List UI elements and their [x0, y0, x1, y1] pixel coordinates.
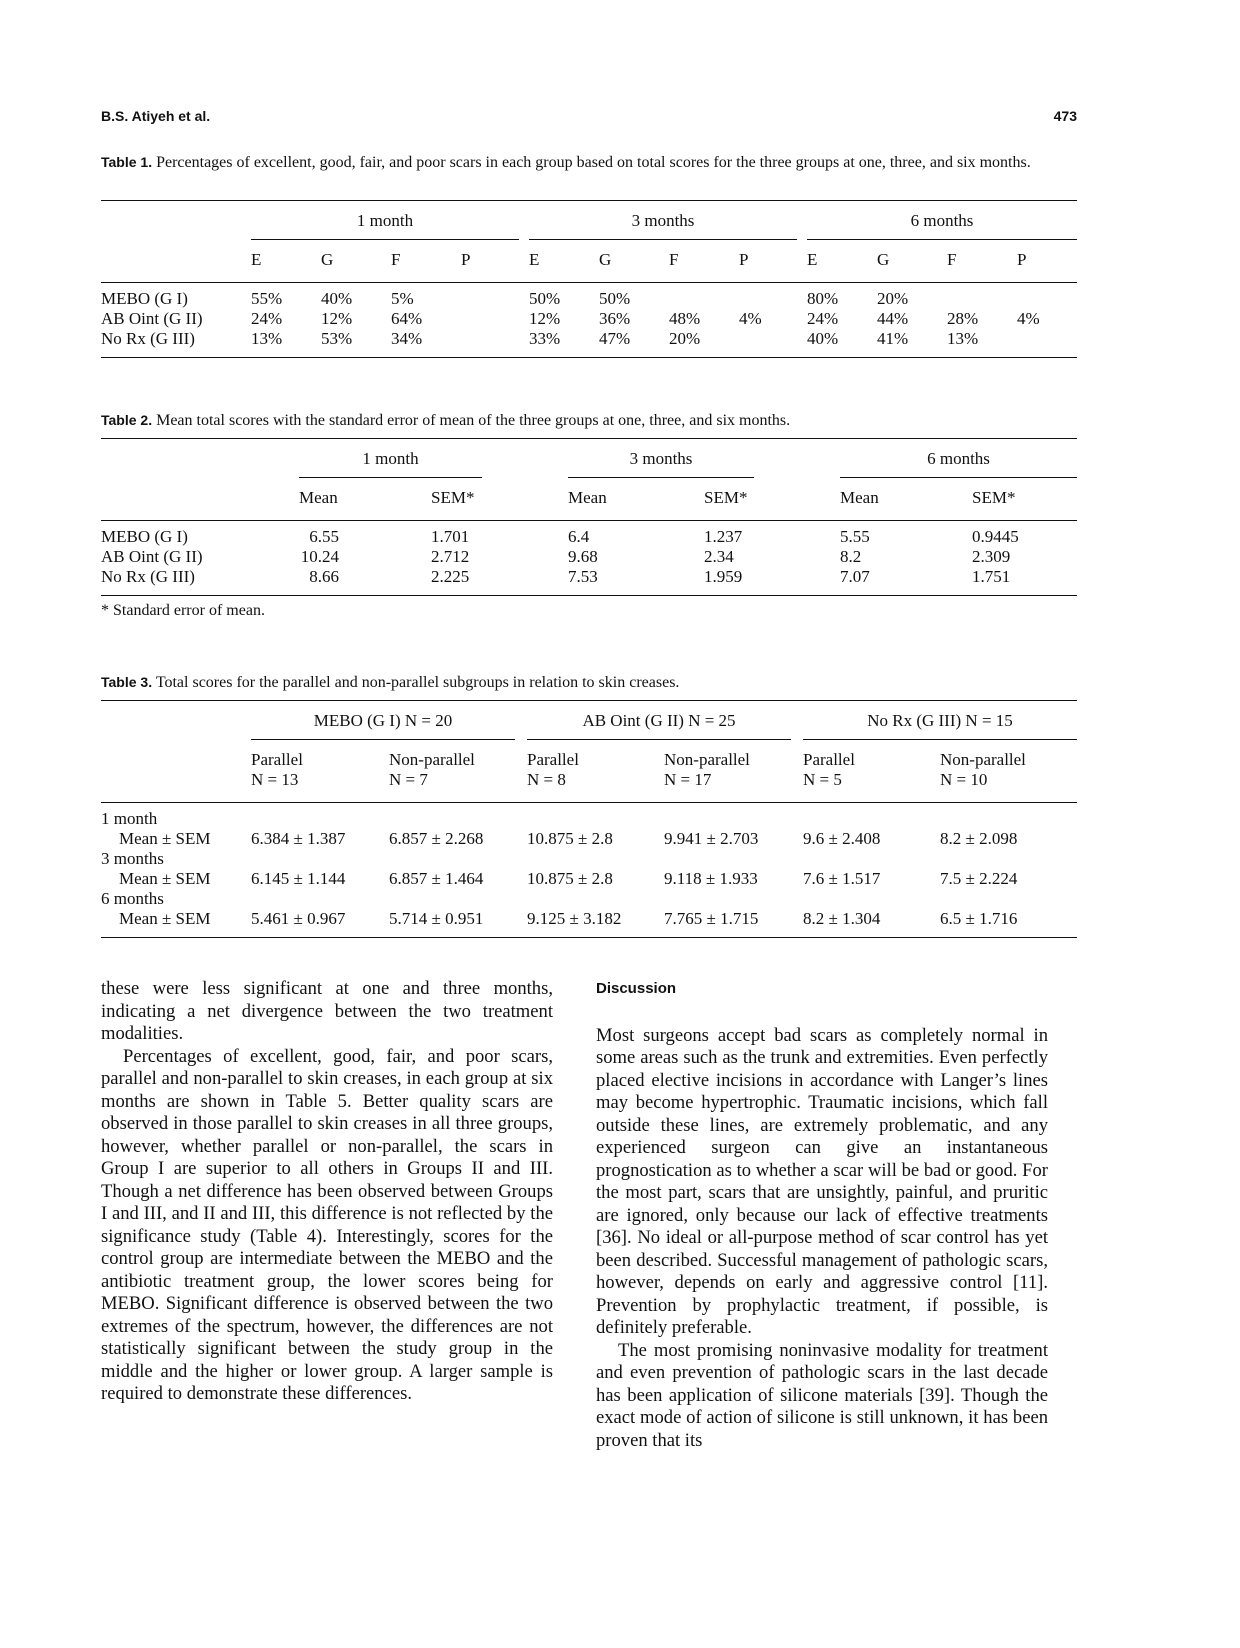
table-cell: 55%	[251, 288, 283, 308]
table-cell: 9.68	[568, 546, 598, 566]
table-cell: 5.714 ± 0.951	[389, 908, 484, 928]
row-group-label: No Rx (G III)	[101, 328, 195, 348]
table2-footnote: * Standard error of mean.	[101, 602, 265, 619]
table2	[101, 438, 1077, 596]
table1	[101, 200, 1077, 358]
table3-subhead	[940, 740, 1077, 802]
table-cell: 7.5 ± 2.224	[940, 868, 1018, 888]
table-period-row	[101, 849, 1077, 869]
table-cell: 36%	[599, 308, 631, 328]
table2-period-1month	[299, 439, 568, 479]
table-cell: 24%	[251, 308, 283, 328]
table-cell: 40%	[321, 288, 353, 308]
table-cell: 40%	[807, 328, 839, 348]
row-group-label: MEBO (G I)	[101, 526, 188, 546]
table-cell	[1017, 329, 1077, 358]
table1-subhead: E	[807, 250, 818, 269]
table-cell: 4%	[1017, 308, 1040, 328]
page-number: 473	[1053, 108, 1077, 124]
table3-group-norx	[803, 701, 1077, 741]
table1-period-1month	[251, 201, 529, 241]
table1-subhead: G	[599, 250, 612, 269]
table-cell	[739, 282, 807, 309]
row-stat-label: Mean ± SEM	[119, 828, 211, 848]
table-cell: 64%	[391, 308, 423, 328]
table-cell: 53%	[321, 328, 353, 348]
table-cell: 13%	[947, 328, 979, 348]
table-cell: 4%	[739, 308, 762, 328]
table-cell: 50%	[529, 288, 561, 308]
table-cell: 5.55	[840, 526, 870, 546]
table-cell: 12%	[529, 308, 561, 328]
table1-subhead: G	[877, 250, 890, 269]
table-cell: 8.2 ± 1.304	[803, 908, 881, 928]
table2-period-6months	[840, 439, 1077, 479]
table3-group-label: MEBO (G I) N = 20	[251, 711, 515, 740]
table-cell: 6.5 ± 1.716	[940, 908, 1018, 928]
table-cell: 8.2 ± 2.098	[940, 828, 1018, 848]
table-cell: 20%	[877, 288, 909, 308]
table1-period-label: 3 months	[529, 211, 797, 240]
table-cell: 6.55	[309, 526, 339, 546]
table2-subhead-mean: Mean	[299, 488, 338, 507]
table-cell: 10.875 ± 2.8	[527, 828, 613, 848]
body-paragraph: The most promising noninvasive modality for treatment and even prevention of pathologic scars in the last decade has been application of silicone materials [39]. Though the exact mode of action of silicone is still unknown, it has been proven that its	[596, 1339, 1048, 1451]
table-cell: 9.125 ± 3.182	[527, 908, 622, 928]
table1-subhead: E	[251, 250, 262, 269]
table1-period-6months	[807, 201, 1077, 241]
table-cell: 10.24	[300, 546, 339, 566]
table-cell: 8.66	[309, 566, 339, 586]
table1-caption-text: Percentages of excellent, good, fair, and poor scars in each group based on total scores for the three groups at one, three, and six months.	[156, 154, 1031, 171]
table3-subhead	[251, 740, 389, 802]
table3-caption	[101, 672, 1077, 693]
table-cell: 1.751	[972, 566, 1011, 586]
table3-group-label: No Rx (G III) N = 15	[803, 711, 1077, 740]
table1-period-label: 1 month	[251, 211, 519, 240]
table1-period-3months	[529, 201, 807, 241]
table-cell: 2.34	[704, 546, 734, 566]
table-row	[101, 869, 1077, 889]
table-cell: 47%	[599, 328, 631, 348]
table1-subhead: G	[321, 250, 334, 269]
body-left-column	[101, 978, 553, 1406]
table-cell: 9.118 ± 1.933	[664, 868, 758, 888]
table-row	[101, 282, 1077, 309]
row-group-label: AB Oint (G II)	[101, 546, 203, 566]
table3-subhead-n: N = 7	[389, 770, 428, 789]
table2-period-3months	[568, 439, 840, 479]
row-group-label: AB Oint (G II)	[101, 308, 203, 328]
table3-group-aboint	[527, 701, 803, 741]
table-cell: 5.461 ± 0.967	[251, 908, 346, 928]
table-cell: 41%	[877, 328, 909, 348]
table-cell: 0.9445	[972, 526, 1019, 546]
table3-subhead	[664, 740, 803, 802]
table1-subhead: P	[461, 250, 471, 269]
table-cell: 2.309	[972, 546, 1011, 566]
table-cell	[739, 329, 807, 358]
table-cell: 6.145 ± 1.144	[251, 868, 346, 888]
table-cell: 1.237	[704, 526, 743, 546]
table-cell: 34%	[391, 328, 423, 348]
table3-subhead-name: Non-parallel	[940, 750, 1026, 769]
table-cell: 28%	[947, 308, 979, 328]
table-cell	[669, 282, 739, 309]
table-cell: 48%	[669, 308, 701, 328]
table1-subhead: P	[1017, 250, 1027, 269]
table-cell: 6.857 ± 1.464	[389, 868, 484, 888]
table3-subhead-n: N = 5	[803, 770, 842, 789]
table-cell: 6.4	[568, 526, 590, 546]
table3-subhead-n: N = 8	[527, 770, 566, 789]
table2-caption	[101, 410, 1077, 431]
table3-subhead	[389, 740, 527, 802]
body-paragraph: Percentages of excellent, good, fair, and poor scars, parallel and non-parallel to skin creases, in each group at six months are shown in Table 5. Better quality scars are observed in those parallel to skin creases in all three groups, however, whether parallel or non-parallel, the scars in Group I are superior to all others in Groups II and III. Though a net difference has been observed between Groups I and III, and II and III, this difference is not reflected by the significance study (Table 4). Interestingly, scores for the control group are intermediate between the MEBO and the antibiotic treatment group, the lower scores being for MEBO. Significant difference is observed between the two extremes of the spectrum, however, the differences are not statistically significant between the study group in the middle and the higher or lower group. A larger sample is required to demonstrate these differences.	[101, 1045, 553, 1404]
table-cell: 2.225	[431, 566, 470, 586]
table3-label: Table 3.	[101, 674, 153, 690]
table1-subhead: F	[947, 250, 957, 269]
table3-group-mebo	[251, 701, 527, 741]
table3-subhead-name: Non-parallel	[389, 750, 475, 769]
table-cell: 1.701	[431, 526, 470, 546]
table1-caption	[101, 152, 1077, 173]
table-cell: 5%	[391, 288, 414, 308]
table-period-row	[101, 889, 1077, 909]
body-right-column	[596, 978, 1048, 1452]
table-row	[101, 567, 1077, 596]
table-cell: 7.07	[840, 566, 870, 586]
table-cell: 13%	[251, 328, 283, 348]
table-cell: 7.6 ± 1.517	[803, 868, 881, 888]
table-cell: 8.2	[840, 546, 862, 566]
table3-subhead-name: Parallel	[251, 750, 303, 769]
table-cell: 20%	[669, 328, 701, 348]
table3-subhead-name: Non-parallel	[664, 750, 750, 769]
table-cell: 6.384 ± 1.387	[251, 828, 346, 848]
table-cell	[947, 282, 1017, 309]
table1-subhead: P	[739, 250, 749, 269]
table1-subhead: F	[391, 250, 401, 269]
table-cell: 44%	[877, 308, 909, 328]
table-cell	[461, 329, 529, 358]
table-cell	[461, 282, 529, 309]
table2-period-label: 3 months	[568, 449, 754, 478]
table3-subhead	[803, 740, 940, 802]
table3-subhead	[527, 740, 664, 802]
table-cell: 24%	[807, 308, 839, 328]
body-paragraph: Most surgeons accept bad scars as completely normal in some areas such as the trunk and extremities. Even perfectly placed elective incisions in accordance with Langer’s lines may become hypertrophic. Traumatic incisions, which fall outside these lines, are extremely problematic, and any experienced surgeon can give an instantaneous prognostication as to whether a scar will be bad or good. For the most part, scars that are unsightly, painful, and pruritic are ignored, only because our lack of effective treatments [36]. No ideal or all-purpose method of scar control has yet been described. Successful management of pathologic scars, however, depends on early and aggressive control [11]. Prevention by prophylactic treatment, if possible, is definitely preferable.	[596, 1024, 1048, 1338]
table-row	[101, 309, 1077, 329]
table3-caption-text: Total scores for the parallel and non-parallel subgroups in relation to skin creases.	[155, 674, 680, 691]
table1-label: Table 1.	[101, 154, 153, 170]
table3-subhead-n: N = 17	[664, 770, 712, 789]
table-row	[101, 329, 1077, 358]
table1-subhead: F	[669, 250, 679, 269]
body-paragraph: these were less significant at one and three months, indicating a net divergence between the two treatment modalities.	[101, 978, 553, 1044]
table-cell: 7.765 ± 1.715	[664, 908, 759, 928]
table3-subhead-name: Parallel	[803, 750, 855, 769]
table-cell: 6.857 ± 2.268	[389, 828, 484, 848]
table-row	[101, 829, 1077, 849]
table-cell: 33%	[529, 328, 561, 348]
table2-subhead-sem: SEM*	[972, 488, 1016, 507]
table1-subhead: E	[529, 250, 540, 269]
table-row	[101, 547, 1077, 567]
table-cell: 9.941 ± 2.703	[664, 828, 759, 848]
table-cell: 50%	[599, 288, 631, 308]
table2-subhead-mean: Mean	[840, 488, 879, 507]
table-cell: 7.53	[568, 566, 598, 586]
table-cell: 9.6 ± 2.408	[803, 828, 881, 848]
table-period-row	[101, 802, 1077, 829]
discussion-heading: Discussion	[596, 980, 677, 997]
table-row	[101, 520, 1077, 547]
table-cell: 10.875 ± 2.8	[527, 868, 613, 888]
row-group-label: No Rx (G III)	[101, 566, 195, 586]
table2-caption-text: Mean total scores with the standard error of mean of the three groups at one, three, and six months.	[156, 412, 791, 429]
table2-subhead-mean: Mean	[568, 488, 607, 507]
table2-subhead-sem: SEM*	[431, 488, 475, 507]
table-cell	[461, 309, 529, 329]
table-cell: 2.712	[431, 546, 470, 566]
table3	[101, 700, 1077, 938]
row-period-label: 6 months	[101, 888, 164, 908]
row-period-label: 3 months	[101, 848, 164, 868]
row-period-label: 1 month	[101, 808, 158, 828]
table1-period-label: 6 months	[807, 211, 1077, 240]
table-cell: 1.959	[704, 566, 743, 586]
table3-subhead-name: Parallel	[527, 750, 579, 769]
table-cell: 80%	[807, 288, 839, 308]
row-stat-label: Mean ± SEM	[119, 908, 211, 928]
running-head-authors: B.S. Atiyeh et al.	[101, 108, 211, 124]
row-group-label: MEBO (G I)	[101, 288, 188, 308]
table2-period-label: 1 month	[299, 449, 482, 478]
table3-subhead-n: N = 13	[251, 770, 299, 789]
table-cell: 12%	[321, 308, 353, 328]
table2-label: Table 2.	[101, 412, 153, 428]
table3-group-label: AB Oint (G II) N = 25	[527, 711, 791, 740]
table2-subhead-sem: SEM*	[704, 488, 748, 507]
table2-period-label: 6 months	[840, 449, 1077, 478]
table3-subhead-n: N = 10	[940, 770, 988, 789]
table-row	[101, 909, 1077, 938]
table-cell	[1017, 282, 1077, 309]
row-stat-label: Mean ± SEM	[119, 868, 211, 888]
